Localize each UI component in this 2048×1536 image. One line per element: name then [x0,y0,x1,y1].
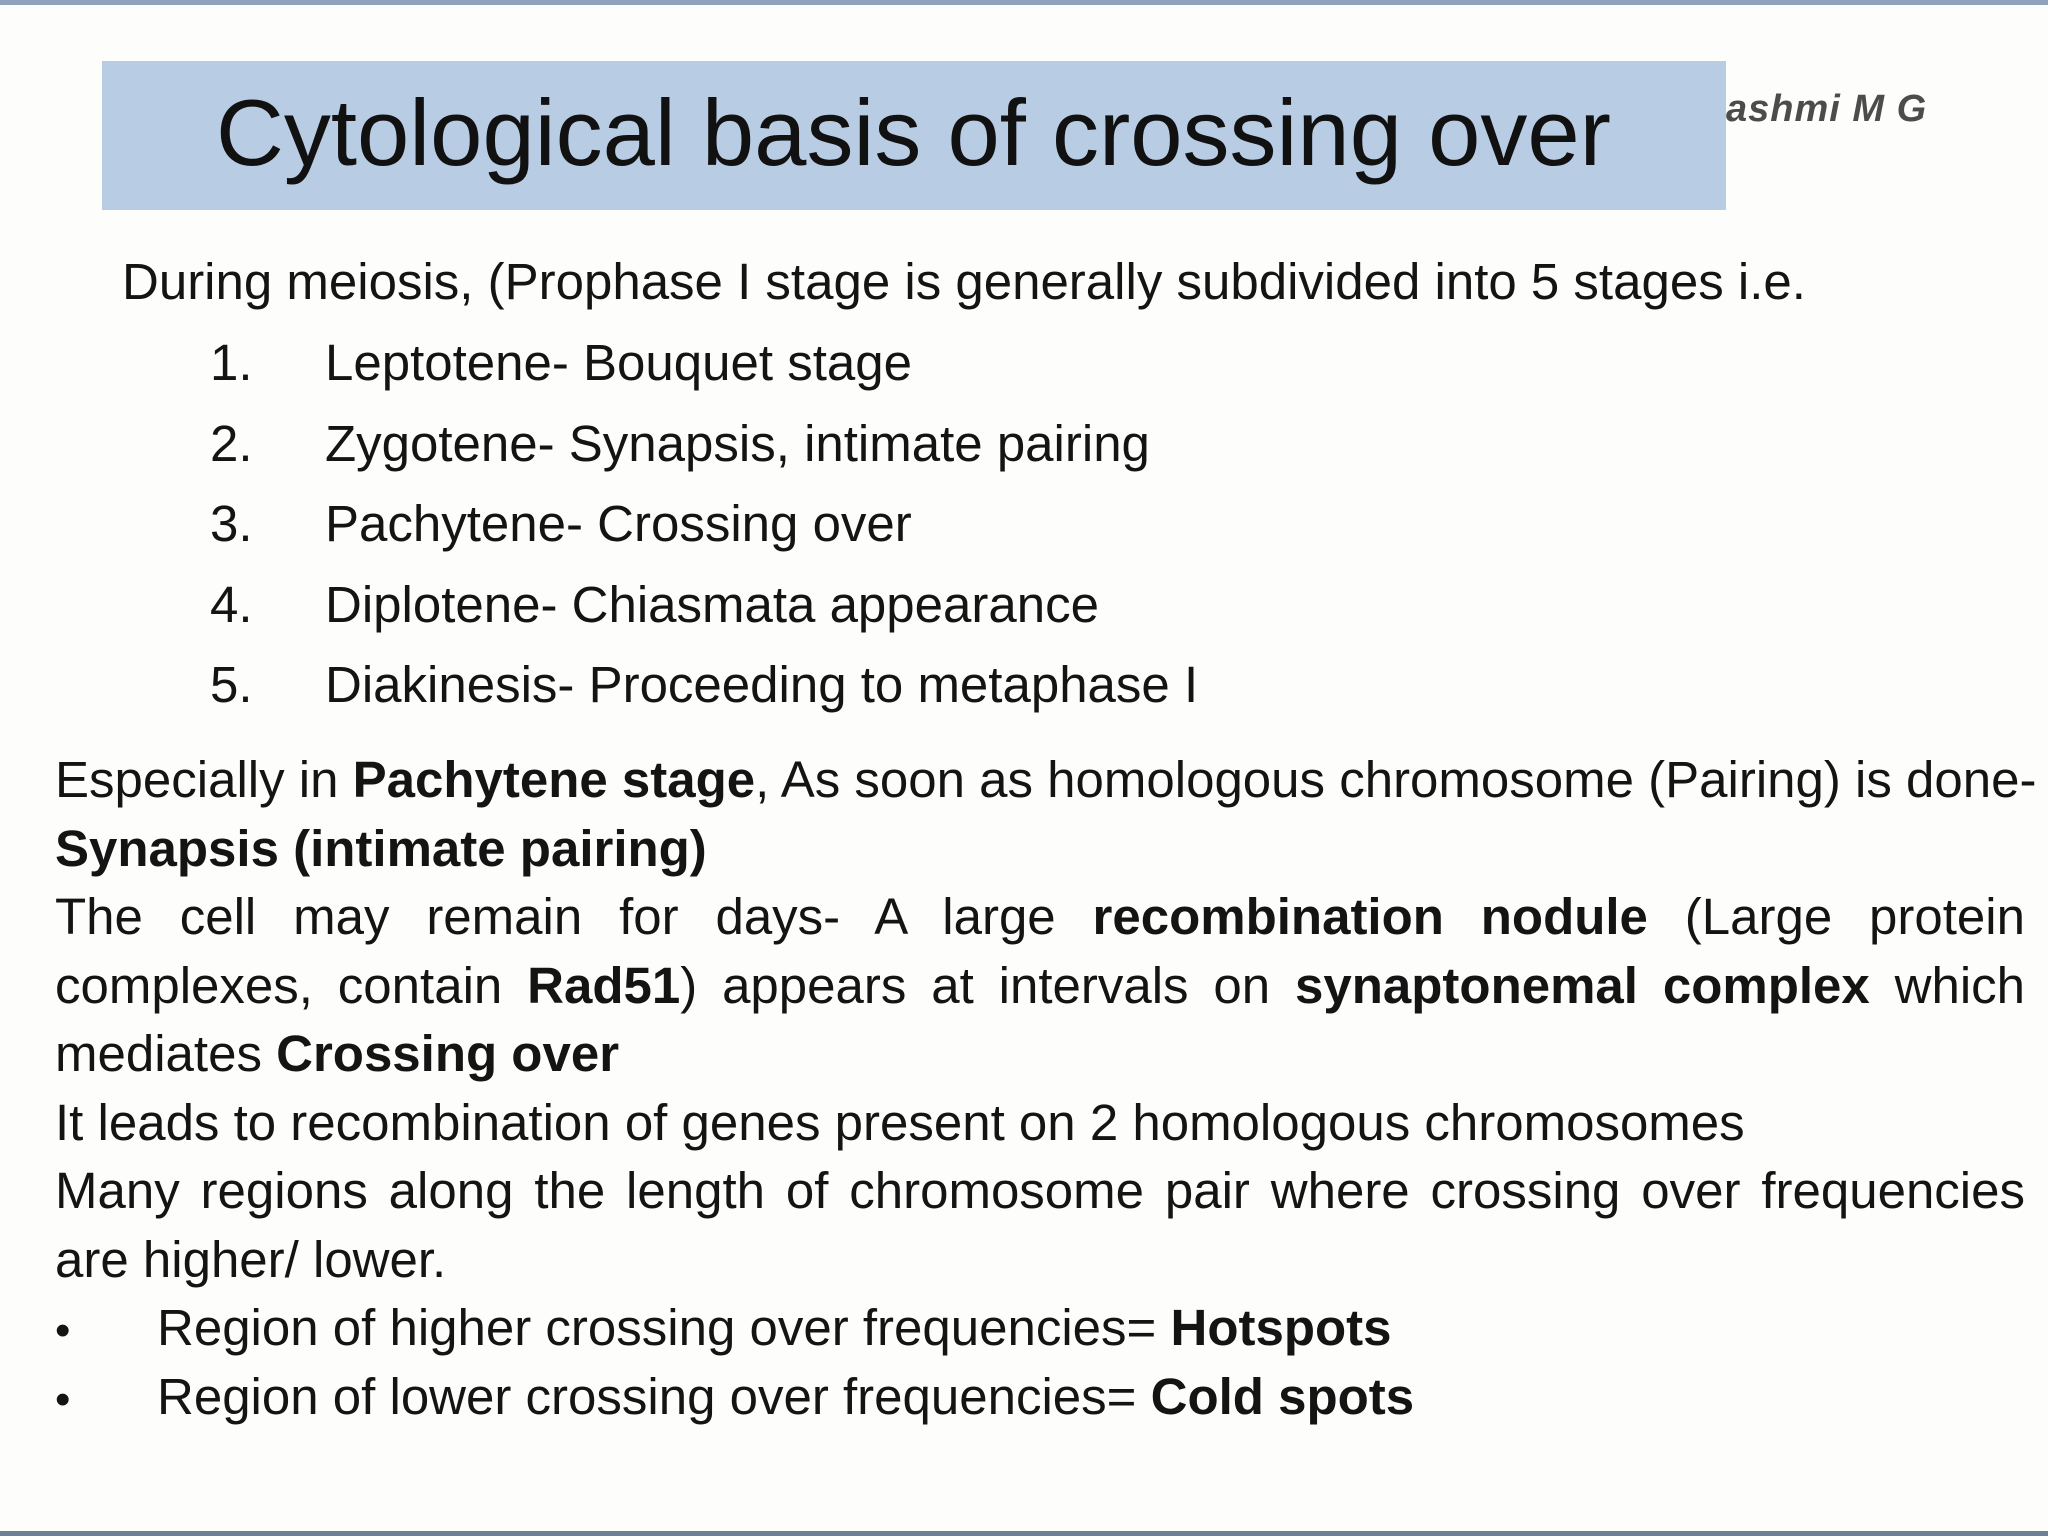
list-text: Pachytene- Crossing over [325,495,912,552]
bold-term: Rad51 [527,956,681,1014]
list-number: 1. [210,334,253,391]
list-text: Leptotene- Bouquet stage [325,334,912,391]
bold-term: synaptonemal complex [1295,956,1870,1014]
intro-line: During meiosis, (Prophase I stage is generally subdivided into 5 stages i.e. [122,253,1806,310]
prophase-stage-list [210,333,1198,736]
bold-term: recombination nodule [1092,888,1648,945]
text-run: , As soon as homologous chromosome (Pairing) is done- [755,751,2037,808]
bullet-icon: • [55,1306,71,1355]
list-item [55,1294,2025,1363]
bold-term: Cold spots [1150,1367,1415,1425]
bottom-rule [0,1531,2048,1536]
slide-title: Cytological basis of crossing over [216,80,1611,185]
bold-term: Crossing over [276,1025,620,1082]
list-number: 2. [210,414,253,472]
text-run: Especially in [55,751,353,808]
list-item [210,494,1198,575]
list-item [210,655,1198,736]
bold-term: Pachytene stage [352,751,756,808]
list-item [55,1363,2025,1432]
bullet-icon: • [55,1374,71,1424]
text-run: The cell may remain for days- A large [55,888,1093,945]
list-text: Region of lower crossing over frequencies= [157,1367,1151,1425]
list-number: 5. [210,656,253,713]
top-rule [0,0,2048,5]
body-text [55,746,2037,1431]
text-run: (Large protein complexes, contain [55,888,2025,1014]
list-item [210,575,1198,656]
list-item [210,414,1198,495]
list-text: Diplotene- Chiasmata appearance [325,575,1099,633]
text-run: which mediates [55,956,2026,1082]
list-item [210,333,1198,414]
bold-term: Synapsis (intimate pairing) [55,819,707,877]
list-number: 3. [210,495,253,552]
recombination-paragraph [55,883,2025,1089]
recombination-genes-line: It leads to recombination of genes present on 2 homologous chromosomes [55,1093,1745,1151]
pachytene-paragraph [55,746,2037,883]
bold-term: Hotspots [1170,1299,1392,1356]
list-text: Diakinesis- Proceeding to metaphase I [325,656,1199,713]
text-run: ) appears at intervals on [680,956,1296,1014]
list-text: Region of higher crossing over frequencies= [157,1299,1171,1356]
author-watermark: ashmi M G [1726,88,1928,130]
list-number: 4. [210,575,253,633]
frequency-regions-paragraph: Many regions along the length of chromosome pair where crossing over frequencies are higher/ lower. [55,1162,2025,1288]
list-text: Zygotene- Synapsis, intimate pairing [325,414,1150,472]
title-band [102,61,1726,210]
